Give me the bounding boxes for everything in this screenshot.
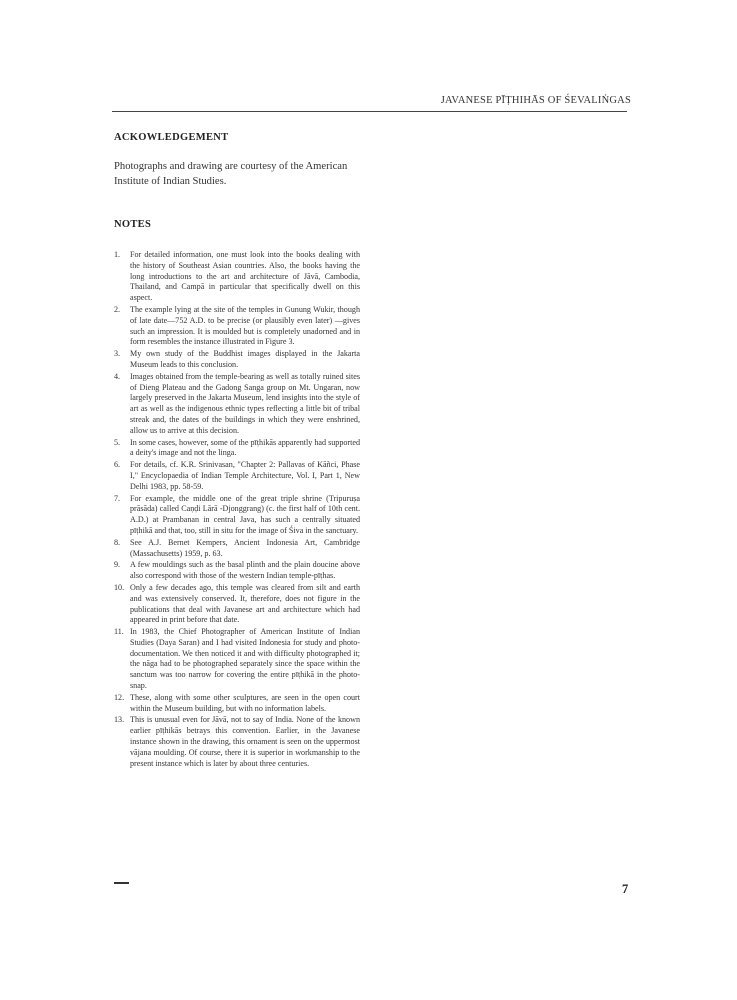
note-text: My own study of the Buddhist images displayed in the Jakarta Museum leads to this conclusion. bbox=[130, 349, 360, 369]
note-number: 1. bbox=[114, 250, 121, 259]
note-text: These, along with some other sculptures, are seen in the open court within the Museum building, but with no information labels. bbox=[130, 692, 360, 713]
note-item bbox=[114, 438, 360, 460]
note-item bbox=[114, 560, 360, 582]
note-text: For detailed information, one must look into the books dealing with the history of Southeast Asian countries. Also, the books having the long introductions to the art and architecture of Jāvā, Cambodia, Thailand, and Campā in particular that specifically dwell on this aspect. bbox=[130, 250, 360, 303]
note-item bbox=[114, 250, 360, 304]
main-column bbox=[114, 132, 360, 770]
running-head: JAVANESE PĪṬHIHĀS OF ŚEVALIṄGAS bbox=[440, 95, 631, 106]
note-number: 9. bbox=[114, 560, 121, 570]
note-item bbox=[114, 460, 360, 492]
page-number: 7 bbox=[622, 882, 629, 896]
note-item bbox=[114, 627, 360, 692]
note-number: 12. bbox=[114, 692, 125, 702]
note-number: 4. bbox=[114, 371, 121, 381]
note-item bbox=[114, 305, 360, 348]
note-number: 3. bbox=[114, 349, 121, 359]
note-number: 11. bbox=[114, 627, 124, 637]
note-text: For details, cf. K.R. Srinivasan, "Chapter 2: Pallavas of Kāñci, Phase I," Encyclopaedia of Indian Temple Architecture, Vol. I, Part 1, New Delhi 1983, pp. 58-59. bbox=[130, 460, 360, 491]
note-text: See A.J. Bernet Kempers, Ancient Indonesia Art, Cambridge (Massachusetts) 1959, p. 63. bbox=[130, 537, 360, 558]
note-item bbox=[114, 494, 360, 537]
note-number: 6. bbox=[114, 460, 121, 470]
note-number: 13. bbox=[114, 715, 125, 725]
note-number: 7. bbox=[114, 493, 121, 503]
notes-list bbox=[114, 250, 360, 769]
acknowledgement-text: Photographs and drawing are courtesy of the American Institute of Indian Studies. bbox=[114, 161, 348, 187]
note-text: Only a few decades ago, this temple was cleared from silt and earth and was extensively conserved. It, therefore, does not figure in the publications that deal with Javanese art and architecture which had appeared in print before that date. bbox=[130, 582, 360, 625]
note-text: Images obtained from the temple-bearing as well as totally ruined sites of Dieng Plateau and the Gadong Sanga group on Mt. Ungaran, now largely preserved in the Jakarta Museum, lend insights into the style of art as well as the indigenous ethnic types reflecting a little bit of tribal streak and, the dates of the buildings in which they were enshrined, allow us to arrive at this decision. bbox=[130, 371, 360, 435]
note-text: A few mouldings such as the basal plinth and the plain doucine above also correspond with those of the western Indian temple-pīṭhas. bbox=[130, 560, 360, 581]
note-text: For example, the middle one of the great triple shrine (Tripuruṣa prāsāda) called Caṇḍi Lārā -Djonggrang) (c. the first half of 10th cent. A.D.) at Prambanan in central Java, has such a centrally situated pīṭhikā and that, too, still in situ for the image of Śiva in the sanctuary. bbox=[130, 493, 360, 535]
note-number: 8. bbox=[114, 537, 121, 547]
note-text: In some cases, however, some of the pīṭhikās apparently had supported a deity's image and not the linga. bbox=[130, 437, 360, 458]
note-item bbox=[114, 372, 360, 437]
note-text: This is unusual even for Jāvā, not to say of India. None of the known earlier pīṭhikās betrays this convention. Earlier, in the Javanese instance shown in the drawing, this ornament is seen on the uppermost vājana moulding. Of course, there it is superior in workmanship to the present instance which is later by about three centuries. bbox=[130, 715, 360, 768]
header-rule bbox=[112, 111, 627, 112]
note-text: In 1983, the Chief Photographer of American Institute of Indian Studies (Daya Saran) and I had visited Indonesia for study and photo-documentation. We then noticed it and with difficulty photographed it; the nāga had to be photographed separately since the space within the sanctum was too narrow for covering the entire pīṭhikā in the photo-snap. bbox=[130, 627, 360, 691]
note-number: 2. bbox=[114, 304, 121, 314]
note-item bbox=[114, 715, 360, 769]
note-item bbox=[114, 693, 360, 715]
note-number: 10. bbox=[114, 582, 125, 592]
acknowledgement-heading: ACKOWLEDGEMENT bbox=[114, 132, 229, 143]
note-item bbox=[114, 349, 360, 371]
footer-rule bbox=[114, 882, 129, 884]
note-item bbox=[114, 583, 360, 626]
note-text: The example lying at the site of the temples in Gunung Wukir, though of late date—752 A.D. to be precise (or plausibly even later) —gives such an impression. It is moulded but is completely unadorned and in form resembles the instance illustrated in Figure 3. bbox=[130, 304, 360, 347]
notes-heading: NOTES bbox=[114, 219, 152, 230]
note-item bbox=[114, 538, 360, 560]
note-number: 5. bbox=[114, 437, 121, 447]
